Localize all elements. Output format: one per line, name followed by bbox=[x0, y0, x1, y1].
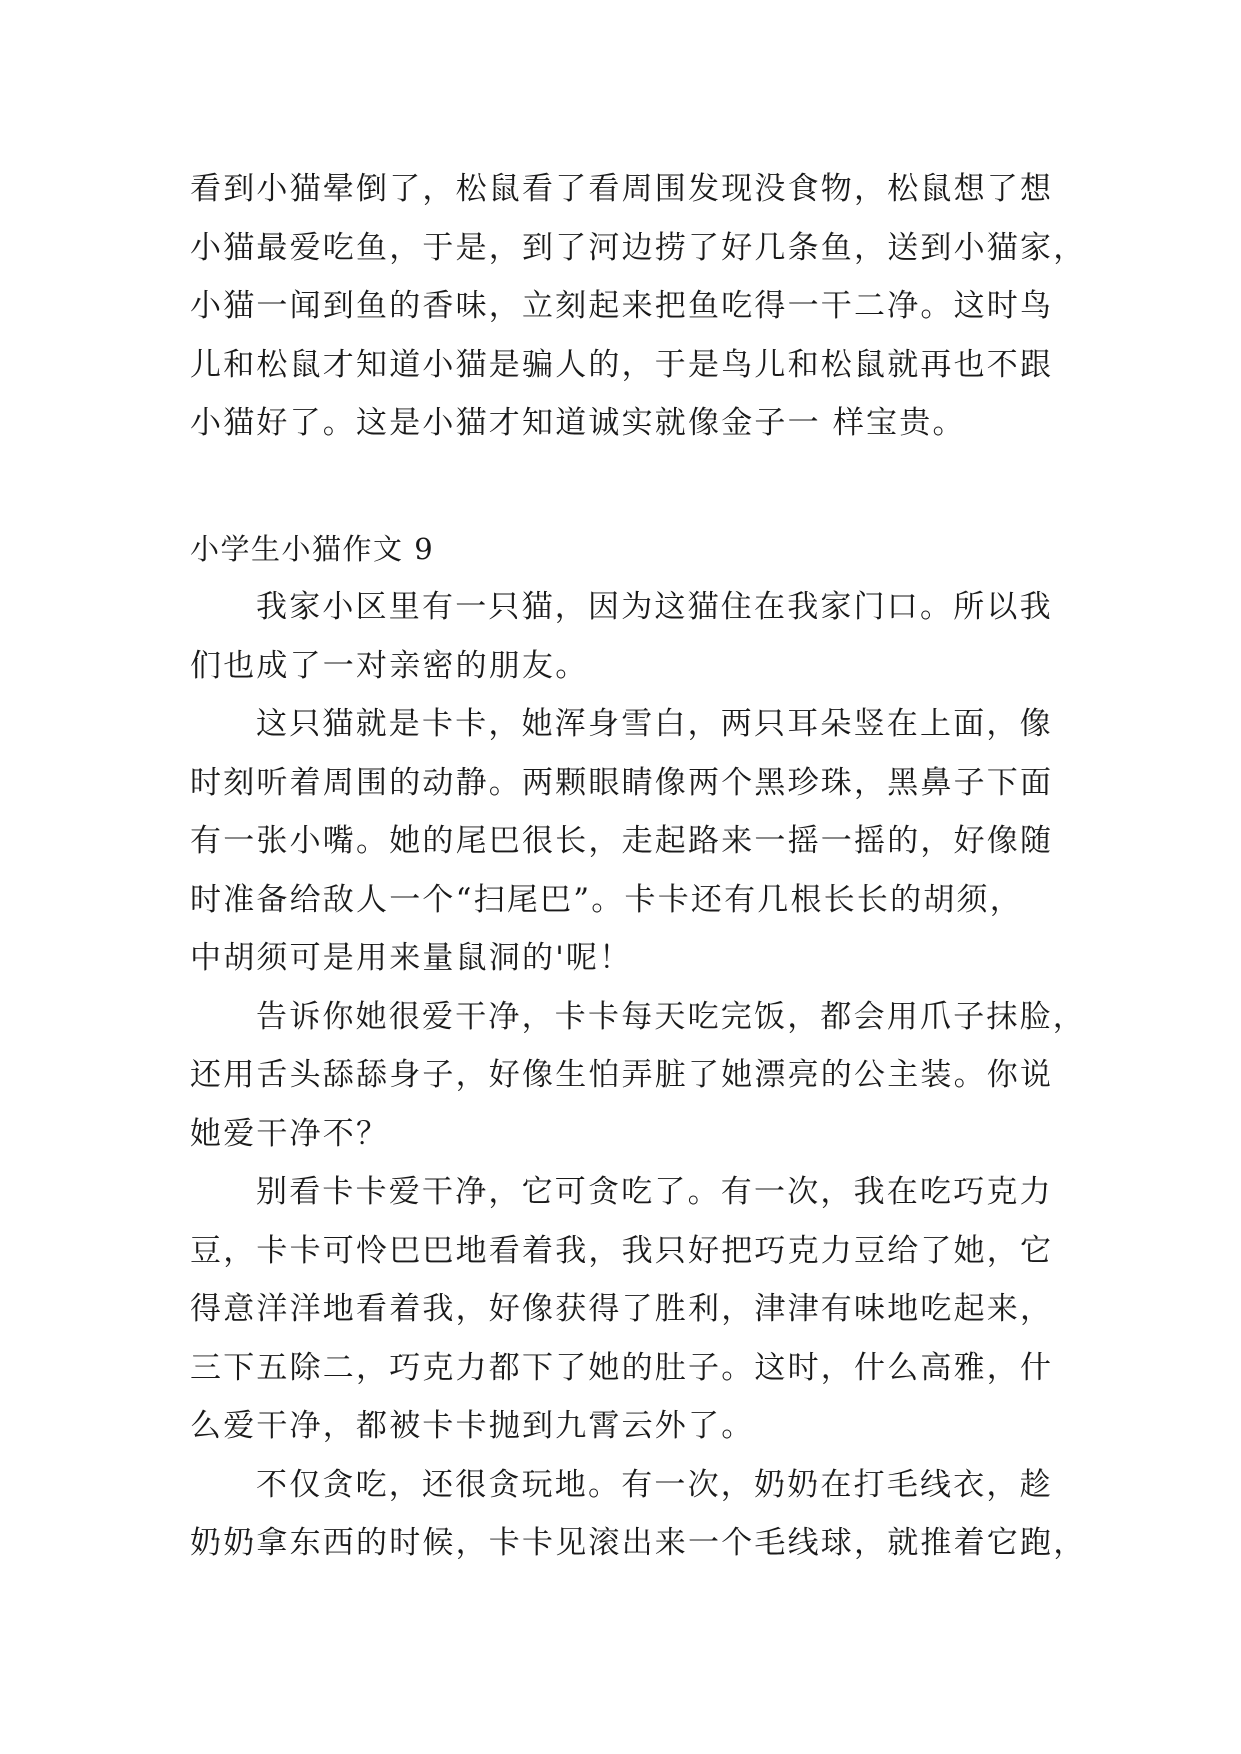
paragraph-4 bbox=[190, 1163, 1060, 1456]
section-spacer bbox=[190, 453, 1060, 520]
text-line: 们也成了一对亲密的朋友。 bbox=[190, 647, 589, 684]
text-line: 得意洋洋地看着我，好像获得了胜利，津津有味地吃起来， bbox=[190, 1291, 1054, 1327]
section-title: 小学生小猫作文 9 bbox=[190, 531, 435, 566]
text-line: 中胡须可是用来量鼠洞的'呢！ bbox=[190, 940, 633, 976]
text-line: 么爱干净，都被卡卡抛到九霄云外了。 bbox=[190, 1408, 755, 1444]
text-line: 小猫最爱吃鱼，于是，到了河边捞了好几条鱼，送到小猫家， bbox=[190, 229, 1087, 266]
text-line: 告诉你她很爱干净，卡卡每天吃完饭，都会用爪子抹脸， bbox=[256, 998, 1086, 1035]
intro-paragraph bbox=[190, 160, 1087, 453]
paragraph-2 bbox=[190, 695, 1060, 988]
paragraph-3 bbox=[190, 988, 1086, 1164]
text-line: 她爱干净不？ bbox=[190, 1115, 390, 1152]
text-line: 有一张小嘴。她的尾巴很长，走起路来一摇一摇的，好像随 bbox=[190, 823, 1054, 859]
text-line: 小猫一闻到鱼的香味，立刻起来把鱼吃得一干二净。这时鸟 bbox=[190, 288, 1054, 324]
document-page bbox=[190, 160, 1087, 1573]
text-line: 儿和松鼠才知道小猫是骗人的，于是鸟儿和松鼠就再也不跟 bbox=[190, 346, 1054, 383]
text-line: 别看卡卡爱干净，它可贪吃了。有一次，我在吃巧克力 bbox=[256, 1174, 1053, 1210]
paragraph-5 bbox=[190, 1456, 1087, 1573]
text-line: 还用舌头舔舔身子，好像生怕弄脏了她漂亮的公主装。你说 bbox=[190, 1057, 1054, 1093]
text-line: 时刻听着周围的动静。两颗眼睛像两个黑珍珠，黑鼻子下面 bbox=[190, 764, 1054, 801]
text-line: 三下五除二，巧克力都下了她的肚子。这时，什么高雅，什 bbox=[190, 1349, 1054, 1386]
text-line: 奶奶拿东西的时候，卡卡见滚出来一个毛线球，就推着它跑， bbox=[190, 1525, 1087, 1561]
text-line: 这只猫就是卡卡，她浑身雪白，两只耳朵竖在上面，像 bbox=[256, 706, 1053, 742]
text-line: 豆，卡卡可怜巴巴地看着我，我只好把巧克力豆给了她，它 bbox=[190, 1232, 1054, 1269]
text-line: 小猫好了。这是小猫才知道诚实就像金子一 样宝贵。 bbox=[190, 405, 966, 441]
text-line: 我家小区里有一只猫，因为这猫住在我家门口。所以我 bbox=[256, 589, 1053, 625]
text-line: 不仅贪吃，还很贪玩地。有一次，奶奶在打毛线衣，趁 bbox=[256, 1466, 1053, 1503]
text-line: 看到小猫晕倒了，松鼠看了看周围发现没食物，松鼠想了想 bbox=[190, 171, 1054, 207]
paragraph-1 bbox=[190, 578, 1060, 695]
text-line: 时准备给敌人一个“扫尾巴”。卡卡还有几根长长的胡须， bbox=[190, 881, 1023, 918]
